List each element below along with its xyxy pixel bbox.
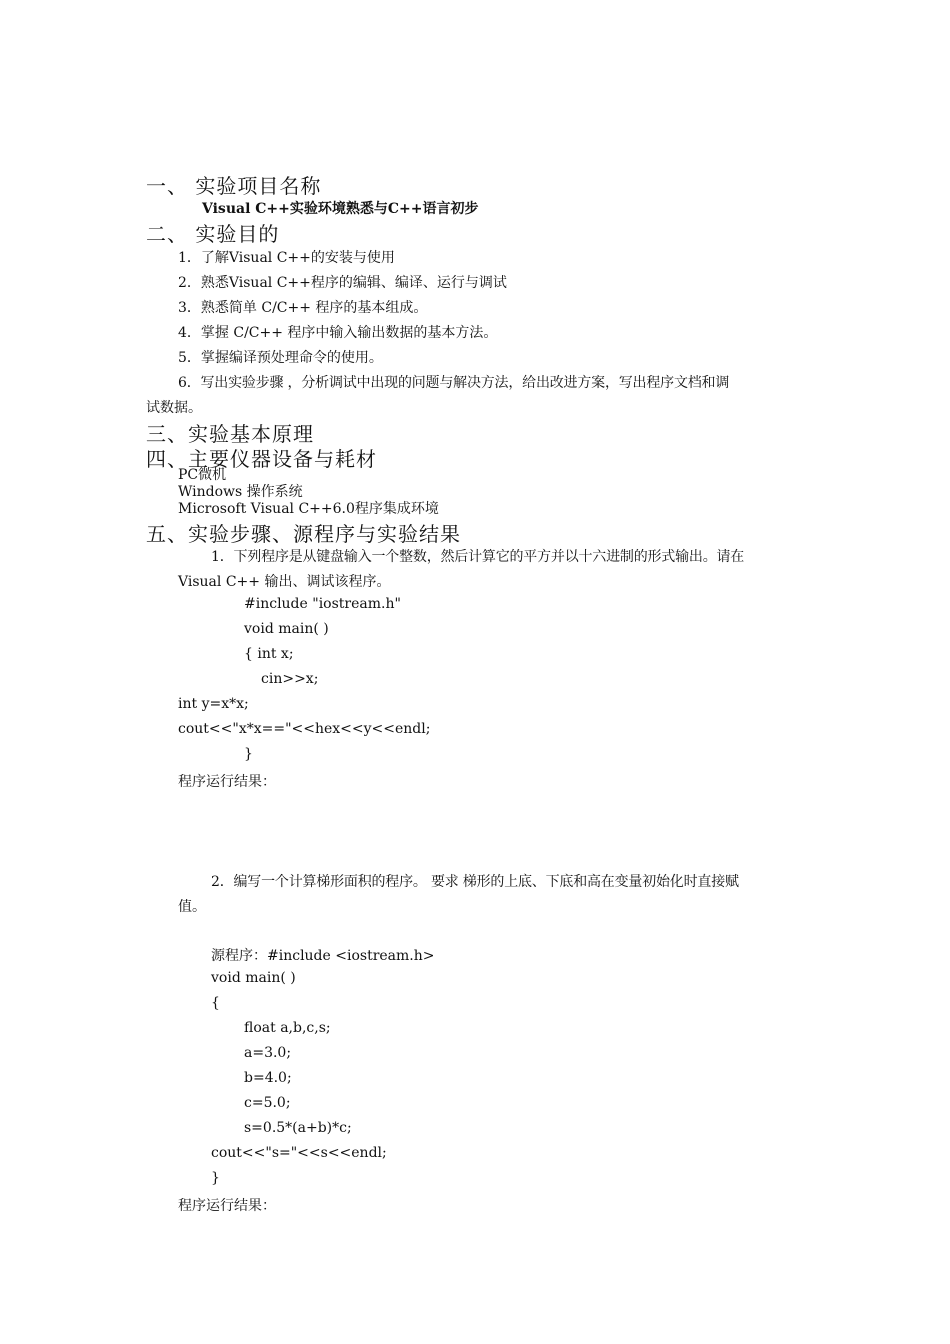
objective-item-1: 1．了解Visual C++的安装与使用 <box>178 250 395 266</box>
task2-result-label: 程序运行结果： <box>178 1198 276 1214</box>
section1-heading: 一、 实验项目名称 <box>146 174 322 198</box>
task1-description-cont: Visual C++ 输出、调试该程序。 <box>178 574 391 590</box>
objective-item-2: 2．熟悉Visual C++程序的编辑、编译、运行与调试 <box>178 275 507 291</box>
task2-description: 2．编写一个计算梯形面积的程序。 要求 梯形的上底、下底和高在变量初始化时直接赋 <box>211 874 739 890</box>
task1-code-line: cout<<"x*x=="<<hex<<y<<endl; <box>178 721 431 737</box>
section2-heading: 二、 实验目的 <box>146 222 280 246</box>
task1-description: 1．下列程序是从键盘输入一个整数，然后计算它的平方并以十六进制的形式输出。请在 <box>211 549 745 565</box>
task2-description-cont: 值。 <box>178 899 206 915</box>
task2-code-line: b=4.0; <box>244 1070 292 1086</box>
task2-code-line: a=3.0; <box>244 1045 292 1061</box>
objective-item-4: 4．掌握 C/C++ 程序中输入输出数据的基本方法。 <box>178 325 498 341</box>
section5-heading: 五、实验步骤、源程序与实验结果 <box>146 522 461 546</box>
objective-item-6-cont: 试数据。 <box>146 400 202 416</box>
task1-code-line: void main( ) <box>244 621 329 637</box>
task2-code-line: void main( ) <box>211 970 296 986</box>
equipment-item-os: Windows 操作系统 <box>178 484 303 500</box>
task2-code-line: } <box>211 1170 220 1186</box>
task1-code-line: { int x; <box>244 646 294 662</box>
objective-item-6: 6．写出实验步骤 ，分析调试中出现的问题与解决方法，给出改进方案，写出程序文档和调 <box>178 375 730 391</box>
section3-heading: 三、实验基本原理 <box>146 422 314 446</box>
task2-code-line: cout<<"s="<<s<<endl; <box>211 1145 387 1161</box>
objective-item-5: 5．掌握编译预处理命令的使用。 <box>178 350 383 366</box>
equipment-item-ide: Microsoft Visual C++6.0程序集成环境 <box>178 501 439 517</box>
task1-code-line: int y=x*x; <box>178 696 249 712</box>
task1-result-label: 程序运行结果： <box>178 774 276 790</box>
equipment-item-pc: PC微机 <box>178 467 227 483</box>
section4-heading: 四、主要仪器设备与耗材 <box>146 447 377 471</box>
task2-code-line: float a,b,c,s; <box>244 1020 331 1036</box>
task1-code-line: cin>>x; <box>261 671 319 687</box>
task2-code-line: { <box>211 995 220 1011</box>
task2-code-line: s=0.5*(a+b)*c; <box>244 1120 352 1136</box>
task1-code-line: #include "iostream.h" <box>244 596 401 612</box>
experiment-title: Visual C++实验环境熟悉与C++语言初步 <box>202 201 479 217</box>
task2-code-line: 源程序：#include <iostream.h> <box>211 948 435 964</box>
objective-item-3: 3．熟悉简单 C/C++ 程序的基本组成。 <box>178 300 428 316</box>
task1-code-line: } <box>244 746 253 762</box>
task2-code-line: c=5.0; <box>244 1095 291 1111</box>
